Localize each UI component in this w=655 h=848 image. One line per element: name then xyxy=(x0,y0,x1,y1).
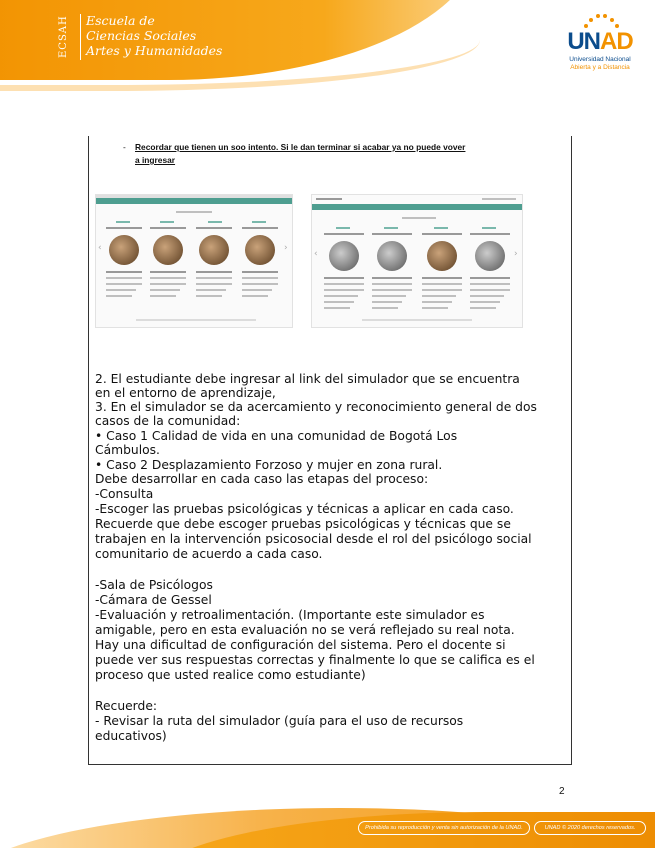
chevron-left-icon[interactable]: ‹ xyxy=(314,249,318,259)
text-line: comunitario de acuerdo a cada caso. xyxy=(95,547,323,561)
text-line: educativos) xyxy=(95,729,167,743)
chevron-right-icon[interactable]: › xyxy=(514,249,518,259)
school-line-2: Ciencias Sociales xyxy=(86,28,197,43)
logo-wordmark: UNAD xyxy=(567,28,633,55)
text-line: en el entorno de aprendizaje, xyxy=(95,386,276,400)
content-box xyxy=(88,136,572,765)
text-line: amigable, pero en esta evaluación no se verá reflejado su real nota. xyxy=(95,623,515,637)
footer-notice: Prohibida su reproducción y venta sin autorización de la UNAD. xyxy=(358,821,530,835)
text-line: • Caso 1 Calidad de vida en una comunidad de Bogotá Los xyxy=(95,429,458,443)
simulator-screenshot-1 xyxy=(95,194,293,328)
text-line: trabajen en la intervención psicosocial desde el rol del psicólogo social xyxy=(95,532,532,546)
case-image xyxy=(245,235,275,265)
text-line: Hay una dificultad de configuración del sistema. Pero el docente si xyxy=(95,638,506,652)
text-line: - Revisar la ruta del simulador (guía para el uso de recursos xyxy=(95,714,464,728)
page-number: 2 xyxy=(559,786,565,797)
unad-logo xyxy=(560,12,640,82)
text-line: Recuerde: xyxy=(95,699,158,713)
text-line: -Cámara de Gessel xyxy=(95,593,212,607)
text-line: proceso que usted realice como estudiante) xyxy=(95,668,366,682)
case-image xyxy=(199,235,229,265)
footer-copyright: UNAD © 2020 derechos reservados. xyxy=(534,821,646,835)
text-line: -Consulta xyxy=(95,487,154,501)
text-line: -Sala de Psicólogos xyxy=(95,578,213,592)
text-line: casos de la comunidad: xyxy=(95,414,241,428)
text-line: Cámbulos. xyxy=(95,443,160,457)
text-line: -Escoger las pruebas psicológicas y técnicas a aplicar en cada caso. xyxy=(95,502,514,516)
page-footer xyxy=(0,800,655,848)
logo-subtitle: Universidad Nacional Abierta y a Distancia xyxy=(569,56,631,71)
header-divider xyxy=(80,14,81,60)
text-line: 3. En el simulador se da acercamiento y reconocimiento general de dos xyxy=(95,400,537,414)
text-line: 2. El estudiante debe ingresar al link del simulador que se encuentra xyxy=(95,372,520,386)
school-line-3: Artes y Humanidades xyxy=(86,43,223,58)
chevron-left-icon[interactable]: ‹ xyxy=(98,243,102,253)
page-header xyxy=(0,0,655,118)
text-line: Recuerde que debe escoger pruebas psicológicas y técnicas que se xyxy=(95,517,511,531)
school-line-1: Escuela de xyxy=(86,13,155,28)
chevron-right-icon[interactable]: › xyxy=(284,243,288,253)
case-image xyxy=(427,241,457,271)
ecsah-label: ECSAH xyxy=(58,15,69,59)
case-image xyxy=(329,241,359,271)
case-image xyxy=(475,241,505,271)
text-line: -Evaluación y retroalimentación. (Importante este simulador es xyxy=(95,608,485,622)
case-image xyxy=(377,241,407,271)
school-name xyxy=(86,13,222,58)
simulator-screenshot-2 xyxy=(311,194,523,328)
case-image xyxy=(153,235,183,265)
text-line: puede ver sus respuestas correctas y finalmente lo que se califica es el xyxy=(95,653,535,667)
reminder-bullet: - Recordar que tienen un soo intento. Si le dan terminar si acabar ya no puede vover a ingresar xyxy=(123,142,466,165)
text-line: Debe desarrollar en cada caso las etapas del proceso: xyxy=(95,472,429,486)
case-image xyxy=(109,235,139,265)
text-line: • Caso 2 Desplazamiento Forzoso y mujer en zona rural. xyxy=(95,458,443,472)
